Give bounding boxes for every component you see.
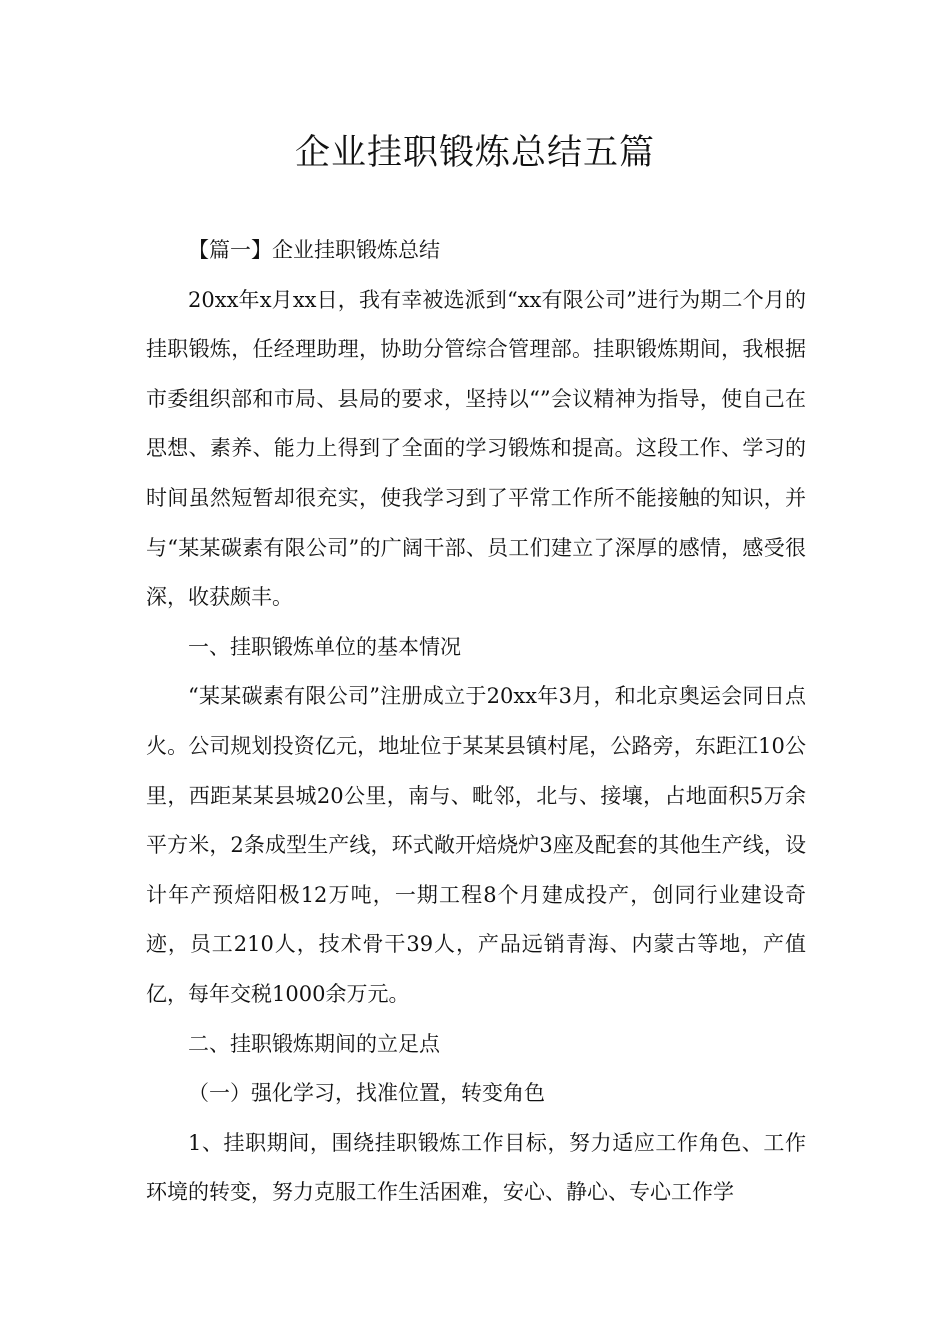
document-title: 企业挂职锻炼总结五篇 xyxy=(294,133,655,173)
section-heading-foothold: 二、挂职锻炼期间的立足点 xyxy=(188,1031,440,1056)
section-heading-part-one: 【篇一】企业挂职锻炼总结 xyxy=(188,238,440,262)
document-body xyxy=(146,226,806,1218)
paragraph-company-info: “某某碳素有限公司”注册成立于20xx年3月，和北京奥运会同日点火。公司规划投资亿元，地址位于某某县镇村尾，公路旁，东距江10公里，西距某某县城20公里，南与、毗邻，北与、接壤，占地面积5万余平方米，2条成型生产线，环式敞开焙烧炉3座及配套的其他生产线，设计年产预焙阳极12万吨，一期工程8个月建成投产，创同行业建设奇迹，员工210人，技术骨干39人，产品远销青海、内蒙古等地，产值亿，每年交税1000余万元。 xyxy=(146,684,806,1006)
subsection-heading-study: （一）强化学习，找准位置，转变角色 xyxy=(188,1081,545,1106)
paragraph-item-one: 1、挂职期间，围绕挂职锻炼工作目标，努力适应工作角色、工作环境的转变，努力克服工作生活困难，安心、静心、专心工作学 xyxy=(146,1130,806,1205)
paragraph-intro: 20xx年x月xx日，我有幸被选派到“xx有限公司”进行为期二个月的挂职锻炼，任经理助理，协助分管综合管理部。挂职锻炼期间，我根据市委组织部和市局、县局的要求，坚持以“”会议精神为指导，使自己在思想、素养、能力上得到了全面的学习锻炼和提高。这段工作、学习的时间虽然短暂却很充实，使我学习到了平常工作所不能接触的知识，并与“某某碳素有限公司”的广阔干部、员工们建立了深厚的感情，感受很深，收获颇丰。 xyxy=(146,287,806,610)
section-heading-basic-situation: 一、挂职锻炼单位的基本情况 xyxy=(188,634,461,659)
